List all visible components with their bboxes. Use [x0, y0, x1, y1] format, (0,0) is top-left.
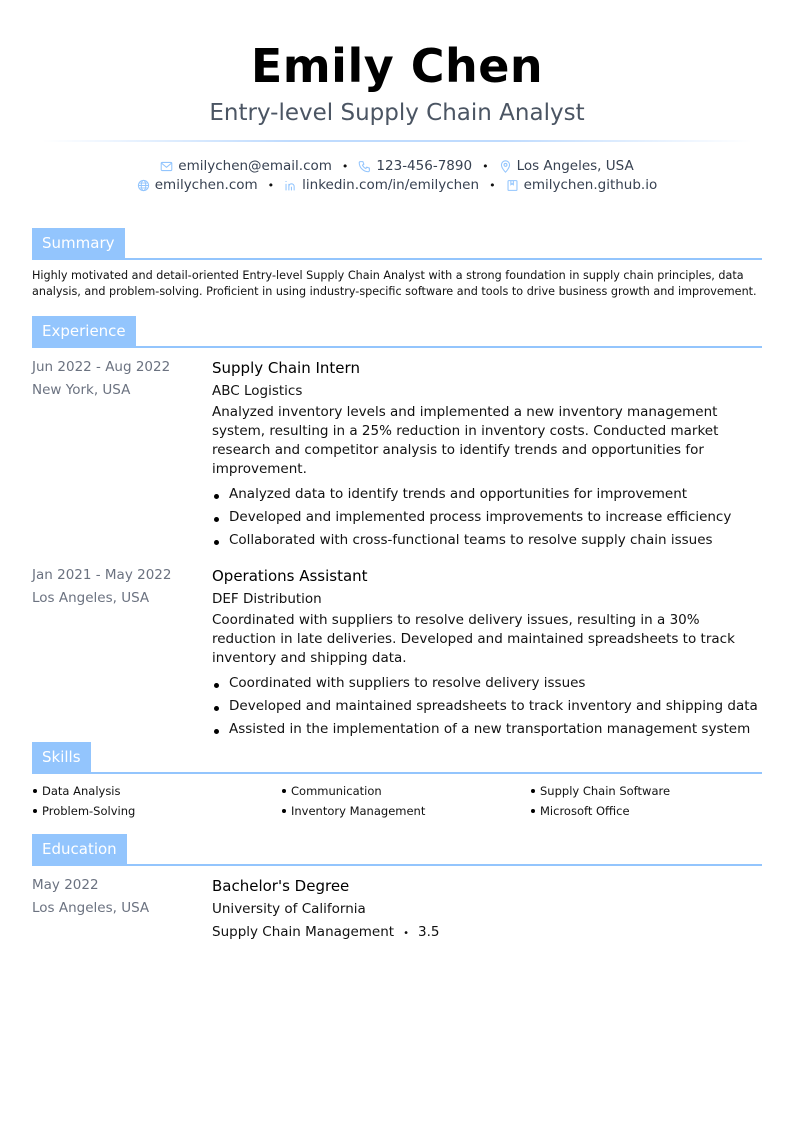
- list-item: Assisted in the implementation of a new transportation management system: [212, 718, 762, 741]
- contact-separator: •: [482, 160, 489, 173]
- map-pin-icon: [499, 160, 512, 173]
- experience-entry: [32, 356, 762, 552]
- contact-email[interactable]: [160, 157, 332, 176]
- location-text: Los Angeles, USA: [516, 158, 634, 174]
- skills-heading-bar: [32, 742, 762, 774]
- linkedin-text: linkedin.com/in/emilychen: [302, 177, 480, 193]
- education-heading-bar: [32, 834, 762, 866]
- phone-text: 123-456-7890: [376, 158, 473, 174]
- education-gpa: 3.5: [418, 924, 440, 940]
- skill-item: Data Analysis: [32, 783, 281, 799]
- education-school: University of California: [212, 901, 366, 917]
- website-text: emilychen.com: [154, 177, 258, 193]
- entry-description: Coordinated with suppliers to resolve delivery issues, resulting in a 30% reduction in late deliveries. Developed and maintained spreadsheets to track inventory and shipping data.: [212, 612, 735, 666]
- entry-meta: [32, 356, 202, 402]
- entry-meta: [32, 874, 202, 920]
- contact-separator: •: [341, 160, 349, 173]
- globe-icon: [137, 179, 150, 192]
- job-title: Entry-level Supply Chain Analyst: [209, 100, 585, 126]
- contact-location: [499, 157, 634, 176]
- linkedin-icon: [284, 179, 297, 192]
- entry-bullets: [212, 483, 762, 552]
- summary-heading: Summary: [32, 228, 125, 258]
- education-section: [32, 834, 762, 945]
- contact-separator: •: [489, 179, 496, 192]
- experience-heading: Experience: [32, 316, 136, 346]
- experience-heading-bar: [32, 316, 762, 348]
- education-detail: [212, 921, 762, 945]
- entry-dates: Jan 2021 - May 2022: [32, 567, 172, 583]
- entry-role: Supply Chain Intern: [212, 359, 360, 377]
- entry-company: DEF Distribution: [212, 591, 322, 607]
- list-item: Developed and maintained spreadsheets to track inventory and shipping data: [212, 695, 762, 718]
- entry-location: New York, USA: [32, 382, 131, 398]
- education-date: May 2022: [32, 877, 99, 893]
- skills-list: [32, 783, 762, 819]
- entry-meta: [32, 564, 202, 610]
- contact-github[interactable]: [506, 176, 658, 195]
- entry-location: Los Angeles, USA: [32, 590, 150, 606]
- entry-description: Analyzed inventory levels and implemented a new inventory management system, resulting in a 25% reduction in inventory costs. Conducted market research and competitor analysis to identify trends and opportunities for improvement.: [212, 404, 719, 477]
- entry-body: [212, 564, 762, 741]
- skill-item: Supply Chain Software: [530, 783, 762, 799]
- education-heading: Education: [32, 834, 127, 864]
- skill-item: Problem-Solving: [32, 803, 281, 819]
- experience-entry: [32, 564, 762, 741]
- header-divider: [42, 140, 752, 142]
- envelope-icon: [160, 160, 173, 173]
- skills-heading: Skills: [32, 742, 91, 772]
- contact-linkedin[interactable]: [284, 176, 479, 195]
- entry-body: [212, 874, 762, 945]
- list-item: Developed and implemented process improvements to increase efficiency: [212, 506, 762, 529]
- education-location: Los Angeles, USA: [32, 900, 150, 916]
- email-text: emilychen@email.com: [178, 158, 332, 174]
- education-field: Supply Chain Management: [212, 924, 395, 940]
- entry-body: [212, 356, 762, 552]
- summary-section: [32, 228, 762, 300]
- skill-item: Communication: [281, 783, 530, 799]
- candidate-name: Emily Chen: [250, 39, 544, 93]
- skills-section: [32, 742, 762, 819]
- resume-header: [0, 0, 794, 195]
- summary-heading-bar: [32, 228, 762, 260]
- entry-bullets: [212, 672, 762, 741]
- bookmark-icon: [506, 179, 519, 192]
- education-entry: [32, 874, 762, 945]
- skill-item: Microsoft Office: [530, 803, 762, 819]
- contact-website[interactable]: [137, 176, 258, 195]
- detail-separator: •: [403, 928, 409, 939]
- github-text: emilychen.github.io: [523, 177, 658, 193]
- phone-icon: [358, 160, 371, 173]
- entry-dates: Jun 2022 - Aug 2022: [32, 359, 171, 375]
- skill-item: Inventory Management: [281, 803, 530, 819]
- contact-row-primary: [0, 157, 794, 176]
- list-item: Analyzed data to identify trends and opportunities for improvement: [212, 483, 762, 506]
- entry-role: Operations Assistant: [212, 567, 368, 585]
- contact-phone[interactable]: [358, 157, 472, 176]
- experience-section: [32, 316, 762, 741]
- contact-row-secondary: [0, 176, 794, 195]
- summary-text: Highly motivated and detail-oriented Entry-level Supply Chain Analyst with a strong foundation in supply chain principles, data analysis, and problem-solving. Proficient in using industry-specific software and tools to drive business growth and improvement.: [32, 269, 757, 298]
- education-degree: Bachelor's Degree: [212, 877, 350, 895]
- list-item: Collaborated with cross-functional teams to resolve supply chain issues: [212, 529, 762, 552]
- entry-company: ABC Logistics: [212, 383, 303, 399]
- contact-separator: •: [267, 179, 275, 192]
- list-item: Coordinated with suppliers to resolve delivery issues: [212, 672, 762, 695]
